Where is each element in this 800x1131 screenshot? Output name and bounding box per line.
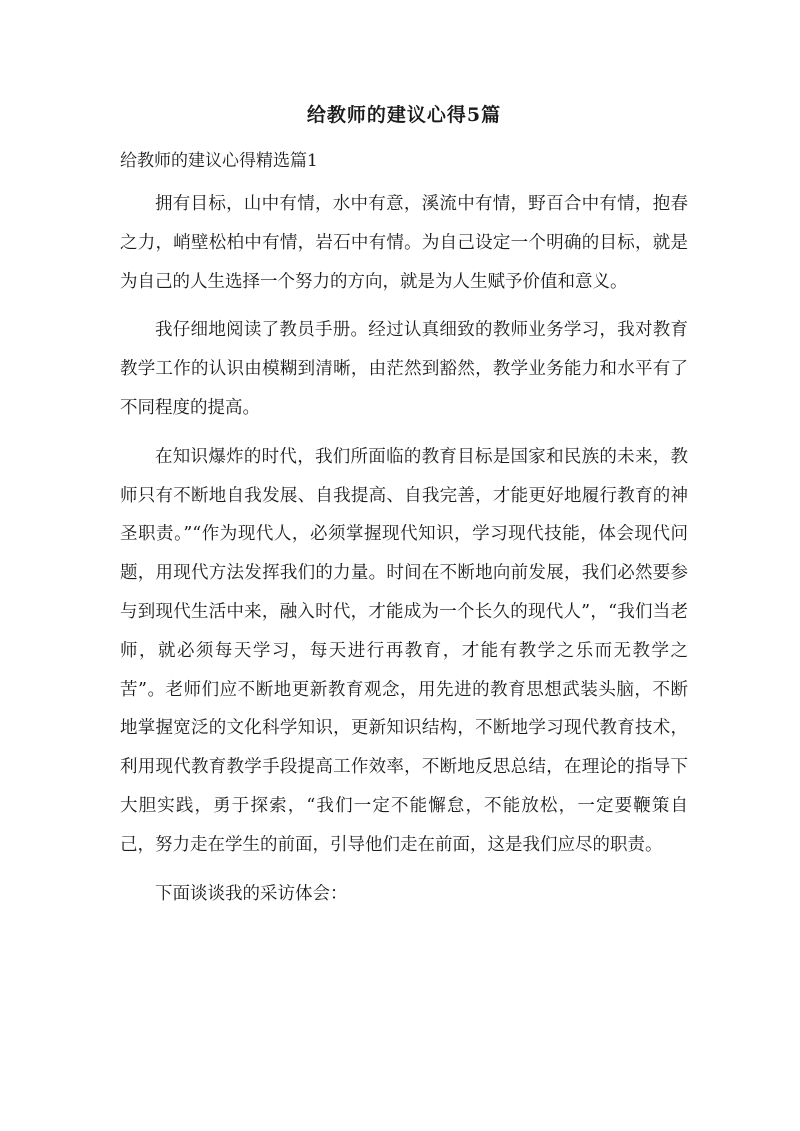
paragraph-4: 下面谈谈我的采访体会： — [155, 883, 348, 904]
section-subtitle: 给教师的建议心得精选篇1 — [120, 151, 318, 171]
paragraph-3: 在知识爆炸的时代，我们所面临的教育目标是国家和民族的未来，教师只有不断地自我发展、自我提高、自我完善，才能更好地履行教育的神圣职责。”“作为现代人，必须掌握现代知识，学习现代技能，体会现代问题，用现代方法发挥我们的力量。时间在不断地向前发展，我们必然要参与到现代生活中来，融入时代，才能成为一个长久的现代人”，“我们当老师，就必须每天学习，每天进行再教育，才能有教学之乐而无教学之苦”。老师们应不断地更新教育观念，用先进的教育思想武装头脑，不断地掌握宽泛的文化科学知识，更新知识结构，不断地学习现代教育技术，利用现代教育教学手段提高工作效率，不断地反思总结，在理论的指导下大胆实践，勇于探索，“我们一定不能懈怠，不能放松，一定要鞭策自己，努力走在学生的前面，引导他们走在前面，这是我们应尽的职责。 — [120, 446, 688, 855]
paragraph-1: 拥有目标，山中有情，水中有意，溪流中有情，野百合中有情，抱春之力，峭壁松柏中有情，岩石中有情。为自己设定一个明确的目标，就是为自己的人生选择一个努力的方向，就是为人生赋予价值和意义。 — [120, 194, 688, 292]
document-title: 给教师的建议心得5篇 — [306, 104, 502, 126]
document-page — [120, 100, 688, 923]
paragraph-2: 我仔细地阅读了教员手册。经过认真细致的教师业务学习，我对教育教学工作的认识由模糊到清晰，由茫然到豁然，教学业务能力和水平有了不同程度的提高。 — [120, 320, 688, 418]
